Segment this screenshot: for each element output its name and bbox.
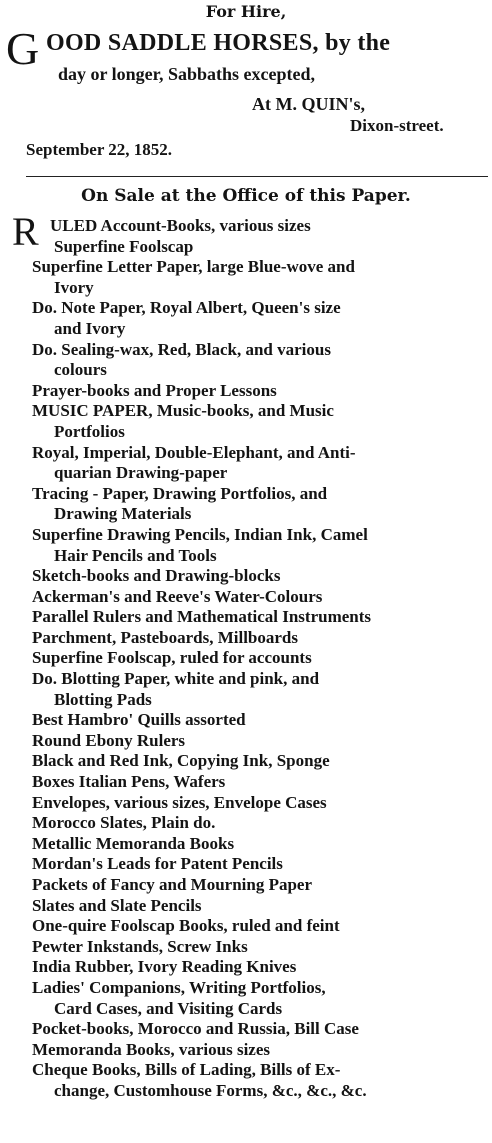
item-text: Morocco Slates, Plain do.	[32, 813, 216, 833]
list-item	[32, 669, 484, 710]
list-item	[32, 443, 484, 484]
item-text: One-quire Foolscap Books, ruled and feint	[32, 916, 340, 936]
list-item	[32, 937, 484, 958]
list-item	[32, 566, 484, 587]
list-item	[32, 834, 484, 855]
item-text: Ackerman's and Reeve's Water-Colours	[32, 586, 323, 606]
item-text: Superfine Foolscap, ruled for accounts	[32, 648, 312, 668]
item-text: Royal, Imperial, Double-Elephant, and Anti-	[32, 442, 356, 462]
list-item	[32, 587, 484, 608]
item-text: Boxes Italian Pens, Wafers	[32, 772, 226, 792]
list-item	[32, 772, 484, 793]
list-item	[32, 751, 484, 772]
sale-heading: On Sale at the Office of this Paper.	[81, 186, 411, 206]
list-item	[32, 525, 484, 566]
list-item	[32, 648, 484, 669]
item-text: Metallic Memoranda Books	[32, 833, 235, 853]
item-text: Parchment, Pasteboards, Millboards	[32, 627, 299, 647]
item-continuation: change, Customhouse Forms, &c., &c., &c.	[54, 1080, 367, 1100]
list-item	[32, 298, 484, 339]
list-item	[32, 896, 484, 917]
item-text: Parallel Rulers and Mathematical Instruments	[32, 607, 372, 627]
item-continuation: Ivory	[54, 277, 94, 297]
hire-address: Dixon-street.	[350, 116, 444, 135]
item-continuation: Superfine Foolscap	[54, 236, 194, 256]
list-item	[32, 381, 484, 402]
item-text: Do. Sealing-wax, Red, Black, and various	[32, 339, 331, 359]
item-text: Black and Red Ink, Copying Ink, Sponge	[32, 751, 330, 771]
list-item	[32, 875, 484, 896]
item-text: Mordan's Leads for Patent Pencils	[32, 854, 283, 874]
item-text: Cheque Books, Bills of Lading, Bills of Ex-	[32, 1060, 341, 1080]
hire-heading: For Hire,	[205, 2, 287, 21]
item-text: Pocket-books, Morocco and Russia, Bill Case	[32, 1019, 359, 1039]
divider-rule	[26, 176, 488, 177]
item-continuation: colours	[54, 360, 107, 380]
item-continuation: Drawing Materials	[54, 504, 192, 524]
hire-date: September 22, 1852.	[26, 140, 173, 159]
hire-line-1: OOD SADDLE HORSES, by the	[46, 30, 391, 56]
list-item	[32, 401, 484, 442]
list-item	[32, 1060, 484, 1101]
list-item	[32, 1019, 484, 1040]
item-text: ULED Account-Books, various sizes	[50, 216, 311, 235]
list-item	[32, 216, 484, 257]
list-item	[32, 793, 484, 814]
list-item	[32, 916, 484, 937]
item-text: Ladies' Companions, Writing Portfolios,	[32, 977, 326, 997]
item-text: Prayer-books and Proper Lessons	[32, 380, 277, 400]
sale-drop-initial: R	[12, 209, 39, 254]
list-item	[32, 710, 484, 731]
item-text: Slates and Slate Pencils	[32, 895, 202, 915]
hire-agent: At M. QUIN's,	[252, 94, 365, 114]
hire-drop-initial: G	[6, 23, 40, 74]
list-item	[32, 340, 484, 381]
item-continuation: Blotting Pads	[54, 689, 152, 709]
item-continuation: Card Cases, and Visiting Cards	[54, 998, 283, 1018]
list-item	[32, 731, 484, 752]
list-item	[32, 957, 484, 978]
item-text: Memoranda Books, various sizes	[32, 1039, 270, 1059]
item-text: Tracing - Paper, Drawing Portfolios, and	[32, 483, 328, 503]
item-continuation: Portfolios	[54, 421, 125, 441]
list-item	[32, 854, 484, 875]
item-continuation: Hair Pencils and Tools	[54, 545, 217, 565]
item-text: Best Hambro' Quills assorted	[32, 710, 246, 730]
item-text: Do. Blotting Paper, white and pink, and	[32, 669, 320, 689]
list-item	[32, 484, 484, 525]
item-continuation: and Ivory	[54, 318, 126, 338]
list-item	[32, 978, 484, 1019]
list-item	[32, 257, 484, 298]
item-text: Superfine Letter Paper, large Blue-wove and	[32, 257, 355, 277]
item-text: MUSIC PAPER, Music-books, and Music	[32, 401, 334, 421]
item-text: Sketch-books and Drawing-blocks	[32, 566, 281, 586]
item-text: Superfine Drawing Pencils, Indian Ink, Camel	[32, 524, 368, 544]
list-item	[32, 813, 484, 834]
list-item	[32, 607, 484, 628]
item-text: India Rubber, Ivory Reading Knives	[32, 957, 297, 977]
item-text: Envelopes, various sizes, Envelope Cases	[32, 792, 327, 812]
item-text: Do. Note Paper, Royal Albert, Queen's size	[32, 298, 341, 318]
item-continuation: quarian Drawing-paper	[54, 463, 228, 483]
item-text: Pewter Inkstands, Screw Inks	[32, 936, 248, 956]
sale-item-list	[32, 216, 484, 1102]
item-text: Round Ebony Rulers	[32, 730, 186, 750]
list-item	[32, 1040, 484, 1061]
list-item	[32, 628, 484, 649]
item-text: Packets of Fancy and Mourning Paper	[32, 875, 313, 894]
hire-line-2: day or longer, Sabbaths excepted,	[58, 64, 316, 84]
